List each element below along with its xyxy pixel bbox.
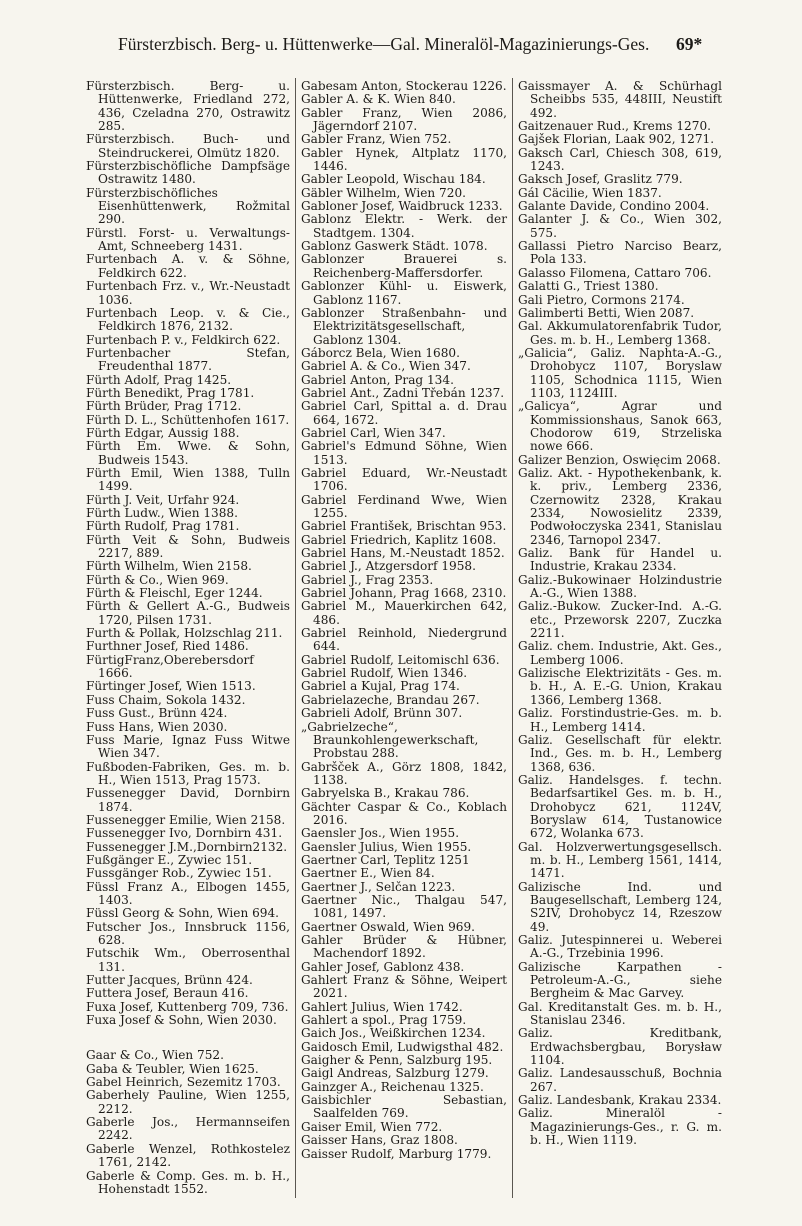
directory-entry: Fuss Hans, Wien 2030.: [86, 719, 228, 734]
directory-entry: Futscher Jos., Innsbruck 1156, 628.: [86, 919, 290, 947]
directory-entry: Gabrielazeche, Brandau 267.: [301, 692, 480, 707]
directory-entry: Gabel Heinrich, Sezemitz 1703.: [86, 1075, 281, 1090]
directory-entry: Gaertner E., Wien 84.: [301, 866, 435, 881]
directory-entry: Furth & Pollak, Holzschlag 211.: [86, 626, 283, 641]
directory-entry: Fürth Edgar, Aussig 188.: [86, 425, 240, 440]
directory-entry: Gahlert Julius, Wien 1742.: [301, 999, 463, 1014]
directory-entry: Gäbler Wilhelm, Wien 720.: [301, 185, 466, 200]
directory-entry: Gaberle & Comp. Ges. m. b. H., Hohenstadt 1552.: [86, 1168, 290, 1196]
directory-entry: Galiz. Jutespinnerei u. Weberei A.-G., Trzebinia 1996.: [518, 933, 722, 961]
directory-entry: Füssl Georg & Sohn, Wien 694.: [86, 906, 280, 921]
directory-entry: Fürsterzbisch. Berg- u. Hüttenwerke, Friedland 272, 436, Czeladna 270, Ostrawitz 285.: [86, 79, 290, 134]
directory-entry: Fürth & Co., Wien 969.: [86, 572, 229, 587]
directory-entry: Fürsterzbischöfliche Dampfsäge Ostrawitz 1480.: [86, 159, 290, 187]
directory-entry: Gaksch Carl, Chiesch 308, 619, 1243.: [518, 145, 722, 174]
directory-entry: Gal. Akkumulatorenfabrik Tudor, Ges. m. b. H., Lemberg 1368.: [518, 319, 722, 347]
directory-entry: Gabriel Reinhold, Niedergrund 644.: [301, 626, 507, 654]
directory-entry: Fürth D. L., Schüttenhofen 1617.: [86, 412, 290, 427]
directory-entry: Gaisbichler Sebastian, Saalfelden 769.: [301, 1093, 507, 1121]
directory-entry: Galimberti Betti, Wien 2087.: [518, 305, 695, 320]
directory-entry: Galiz. Landesausschuß, Bochnia 267.: [518, 1066, 722, 1094]
directory-entry: Galante Davide, Condino 2004.: [518, 199, 710, 214]
directory-entry: Fuss Gust., Brünn 424.: [86, 706, 228, 721]
directory-entry: Gaertner Oswald, Wien 969.: [301, 919, 476, 934]
directory-entry: Gaertner Carl, Teplitz 1251: [301, 852, 470, 867]
directory-entry: Gaisser Hans, Graz 1808.: [301, 1133, 458, 1148]
directory-entry: Gablonzer Straßenbahn- und Elektrizitätsgesellschaft, Gablonz 1304.: [301, 305, 507, 347]
directory-entry: FürtigFranz,Oberebersdorf 1666.: [86, 652, 254, 681]
directory-entry: Fürth Adolf, Prag 1425.: [86, 372, 232, 387]
directory-entry: Gaensler Julius, Wien 1955.: [301, 839, 472, 854]
directory-column-3: [518, 80, 722, 1186]
directory-entry: Galiz. Kreditbank, Erdwachsbergbau, Borysław 1104.: [518, 1026, 722, 1068]
directory-entry: Furthner Josef, Ried 1486.: [86, 639, 249, 654]
directory-entry: Gablonz Elektr. - Werk. der Stadtgem. 1304.: [301, 212, 507, 240]
directory-entry: Gabriel Friedrich, Kaplitz 1608.: [301, 532, 497, 547]
directory-entry: Fürth Rudolf, Prag 1781.: [86, 519, 240, 534]
directory-entry: Futter Jacques, Brünn 424.: [86, 973, 253, 988]
directory-entry: Fuss Chaim, Sokola 1432.: [86, 692, 246, 707]
directory-entry: Furtenbach Leop. v. & Cie., Feldkirch 1876, 2132.: [86, 305, 290, 334]
directory-entry: Gabriel Ferdinand Wwe, Wien 1255.: [301, 492, 507, 520]
directory-entry: Gaigher & Penn, Salzburg 195.: [301, 1053, 493, 1068]
directory-entry: Fuss Marie, Ignaz Fuss Witwe Wien 347.: [86, 732, 290, 761]
directory-entry: Fürth & Fleischl, Eger 1244.: [86, 586, 263, 601]
directory-entry: Fürtinger Josef, Wien 1513.: [86, 679, 256, 694]
directory-entry: Gabesam Anton, Stockerau 1226.: [301, 79, 507, 93]
directory-entry: Fürsterzbisch. Buch- und Steindruckerei, Olmütz 1820.: [86, 132, 290, 160]
directory-entry: Gaigl Andreas, Salzburg 1279.: [301, 1066, 489, 1081]
directory-entry: Gaberhely Pauline, Wien 1255, 2212.: [86, 1088, 290, 1116]
directory-entry: Galanter J. & Co., Wien 302, 575.: [518, 212, 722, 240]
directory-entry: Gabler Franz, Wien 752.: [301, 132, 452, 147]
directory-entry: Gal. Kreditanstalt Ges. m. b. H., Stanislau 2346.: [518, 999, 722, 1028]
directory-entry: Gaiser Emil, Wien 772.: [301, 1119, 443, 1134]
directory-entry: Gaertner J., Selčan 1223.: [301, 879, 456, 894]
directory-entry: Gaitzenauer Rud., Krems 1270.: [518, 119, 711, 134]
directory-entry: Gabriel J., Atzgersdorf 1958.: [301, 559, 476, 574]
page-number: 69*: [676, 34, 703, 54]
directory-entry: Gaberle Wenzel, Rothkostelez 1761, 2142.: [86, 1141, 290, 1170]
column-divider: [295, 78, 296, 1198]
directory-entry: Gaensler Jos., Wien 1955.: [301, 826, 460, 841]
directory-entry: Fürth Ludw., Wien 1388.: [86, 506, 238, 520]
directory-entry: Futtera Josef, Beraun 416.: [86, 986, 249, 1001]
directory-entry: Fürth Emil, Wien 1388, Tulln 1499.: [86, 465, 290, 494]
directory-entry: Gabler Franz, Wien 2086, Jägerndorf 2107.: [301, 105, 507, 134]
directory-entry: Gabriel Hans, M.-Neustadt 1852.: [301, 546, 505, 561]
directory-entry: Gaich Jos., Weißkirchen 1234.: [301, 1026, 486, 1041]
directory-entry: Gaberle Jos., Hermannseifen 2242.: [86, 1115, 290, 1143]
directory-entry: Galiz. Forstindustrie-Ges. m. b. H., Lemberg 1414.: [518, 706, 722, 734]
directory-entry: Fürth J. Veit, Urfahr 924.: [86, 492, 240, 507]
directory-entry: Fussenegger Emilie, Wien 2158.: [86, 812, 286, 827]
directory-entry: Futschik Wm., Oberrosenthal 131.: [86, 946, 290, 974]
directory-entry: Fürth Wilhelm, Wien 2158.: [86, 559, 252, 574]
directory-entry: Gablonzer Kühl- u. Eiswerk, Gablonz 1167.: [301, 279, 507, 307]
directory-entry: Gabriel's Edmund Söhne, Wien 1513.: [301, 439, 507, 467]
running-header: [0, 34, 802, 60]
directory-entry: Furtenbach A. v. & Söhne, Feldkirch 622.: [86, 252, 290, 280]
page-header-title: Fürsterzbisch. Berg- u. Hüttenwerke—Gal. Mineralöl-Magazinierungs-Ges.: [118, 34, 650, 54]
directory-entry: Galizische Karpathen - Petroleum-A.-G., siehe Bergheim & Mac Garvey.: [518, 959, 722, 1001]
directory-entry: Gabriel Carl, Wien 347.: [301, 425, 446, 440]
directory-entry: Gaidosch Emil, Ludwigsthal 482.: [301, 1039, 504, 1054]
directory-entry: Fürstl. Forst- u. Verwaltungs-Amt, Schneeberg 1431.: [86, 225, 290, 254]
directory-entry: Gaissmayer A. & Schürhagl Scheibbs 535, 448III, Neustift 492.: [518, 79, 722, 120]
column-divider: [512, 78, 513, 1198]
directory-entry: Gabriel A. & Co., Wien 347.: [301, 359, 471, 374]
directory-entry: Furtenbacher Stefan, Freudenthal 1877.: [86, 345, 290, 374]
directory-entry: Gál Cäcilie, Wien 1837.: [518, 185, 662, 200]
directory-entry: Galizer Benzion, Oswięcim 2068.: [518, 452, 721, 467]
directory-entry: „Galicia“, Galiz. Naphta-A.-G., Drohobycz 1107, Boryslaw 1105, Schodnica 1115, Wien 1103, 1124III.: [518, 345, 722, 400]
directory-entry: Fußgänger E., Zywiec 151.: [86, 852, 253, 867]
directory-entry: Galiz. Mineralöl - Magazinierungs-Ges., r. G. m. b. H., Wien 1119.: [518, 1106, 722, 1148]
directory-entry: Gahler Brüder & Hübner, Machendorf 1892.: [301, 933, 507, 961]
directory-entry: Gahler Josef, Gablonz 438.: [301, 959, 465, 974]
directory-entry: Gali Pietro, Cormons 2174.: [518, 292, 685, 307]
directory-entry: Gajšek Florian, Laak 902, 1271.: [518, 132, 715, 147]
directory-entry: „Galicya“, Agrar und Kommissionshaus, Sanok 663, Chodorow 619, Strzeliska nowe 666.: [518, 399, 722, 454]
directory-entry: Gallassi Pietro Narciso Bearz, Pola 133.: [518, 239, 722, 267]
directory-entry: Gabriel Ant., Zadni Třebán 1237.: [301, 385, 505, 400]
directory-entry: Fürsterzbischöfliches Eisenhüttenwerk, Rožmital 290.: [86, 185, 290, 227]
directory-entry: Fuxa Josef, Kuttenberg 709, 736.: [86, 999, 289, 1014]
directory-entry: Gabriel Eduard, Wr.-Neustadt 1706.: [301, 465, 507, 494]
directory-entry: „Gabrielzeche“, Braunkohlengewerkschaft, Probstau 288.: [301, 719, 479, 761]
directory-entry: Fürth Benedikt, Prag 1781.: [86, 385, 255, 400]
directory-entry: Gahlert Franz & Söhne, Weipert 2021.: [301, 973, 507, 1001]
directory-entry: Gabriel Anton, Prag 134.: [301, 372, 454, 387]
directory-entry: Galiz. Bank für Handel u. Industrie, Krakau 2334.: [518, 546, 722, 574]
directory-entry: Gainzger A., Reichenau 1325.: [301, 1079, 484, 1094]
directory-entry: Gaba & Teubler, Wien 1625.: [86, 1061, 259, 1076]
directory-entry: Gabler A. & K. Wien 840.: [301, 92, 456, 107]
directory-entry: Gabriel a Kujal, Prag 174.: [301, 679, 460, 694]
directory-entry: Gabriel Rudolf, Leitomischl 636.: [301, 652, 500, 667]
directory-entry: Fuxa Josef & Sohn, Wien 2030.: [86, 1013, 277, 1028]
directory-entry: Gabriel František, Brischtan 953.: [301, 519, 507, 534]
directory-entry: Galiz. Gesellschaft für elektr. Ind., Ges. m. b. H., Lemberg 1368, 636.: [518, 732, 722, 774]
directory-entry: Gabriel Johann, Prag 1668, 2310.: [301, 586, 507, 601]
directory-entry: Fussgänger Rob., Zywiec 151.: [86, 866, 272, 881]
directory-entry: Gal. Holzverwertungsgesellsch. m. b. H., Lemberg 1561, 1414, 1471.: [518, 839, 722, 881]
directory-column-1: [86, 79, 290, 1196]
directory-entry: Gabršček A., Görz 1808, 1842, 1138.: [301, 759, 507, 787]
directory-entry: Furtenbach Frz. v., Wr.-Neustadt 1036.: [86, 279, 290, 307]
directory-entry: Galatti G., Triest 1380.: [518, 279, 659, 294]
directory-entry: Gablonzer Brauerei s. Reichenberg-Maffersdorfer.: [301, 252, 507, 280]
directory-entry: Fußboden-Fabriken, Ges. m. b. H., Wien 1513, Prag 1573.: [86, 759, 290, 787]
directory-entry: Fürth Em. Wwe. & Sohn, Budweis 1543.: [86, 439, 290, 467]
directory-entry: Galiz. Landesbank, Krakau 2334.: [518, 1093, 722, 1108]
directory-entry: Fussenegger J.M.,Dornbirn2132.: [86, 839, 288, 854]
directory-entry: Galiz.-Bukowinaer Holzindustrie A.-G., Wien 1388.: [518, 572, 722, 601]
directory-entry: Furtenbach P. v., Feldkirch 622.: [86, 332, 281, 347]
directory-entry: Fussenegger Ivo, Dornbirn 431.: [86, 826, 283, 841]
directory-entry: Gabler Hynek, Altplatz 1170, 1446.: [301, 145, 507, 174]
directory-entry: Gaisser Rudolf, Marburg 1779.: [301, 1146, 492, 1161]
directory-entry: Gabriel Carl, Spittal a. d. Drau 664, 1672.: [301, 399, 507, 427]
directory-entry: Gahlert a spol., Prag 1759.: [301, 1013, 467, 1028]
directory-entry: Fürth & Gellert A.-G., Budweis 1720, Pilsen 1731.: [86, 599, 290, 627]
directory-entry: Gabler Leopold, Wischau 184.: [301, 172, 486, 187]
directory-entry: Gabrieli Adolf, Brünn 307.: [301, 706, 463, 721]
directory-entry: Galiz.-Bukow. Zucker-Ind. A.-G. etc., Przeworsk 2207, Zuczka 2211.: [518, 599, 722, 641]
directory-entry: Fussenegger David, Dornbirn 1874.: [86, 786, 290, 814]
directory-entry: Gabryelska B., Krakau 786.: [301, 786, 470, 801]
directory-entry: Galiz. Akt. - Hypothekenbank, k. k. priv., Lemberg 2336, Czernowitz 2328, Krakau 2334, Nowosielitz 2339, Podwołoczyska 2341, Stanislau 2346, Tarnopol 2347.: [518, 465, 722, 547]
directory-entry: Gabriel M., Mauerkirchen 642, 486.: [301, 599, 507, 627]
directory-entry: Gaertner Nic., Thalgau 547, 1081, 1497.: [301, 892, 507, 921]
section-gap: [86, 1027, 290, 1049]
directory-entry: Fürth Veit & Sohn, Budweis 2217, 889.: [86, 532, 290, 561]
directory-entry: Galizische Elektrizitäts - Ges. m. b. H., A. E.-G. Union, Krakau 1366, Lemberg 1368.: [518, 666, 722, 707]
directory-entry: Gáborcz Bela, Wien 1680.: [301, 345, 460, 360]
directory-entry: Fürth Brüder, Prag 1712.: [86, 399, 242, 414]
directory-entry: Füssl Franz A., Elbogen 1455, 1403.: [86, 879, 290, 907]
directory-column-2: [301, 80, 507, 1186]
directory-entry: Gablonz Gaswerk Städt. 1078.: [301, 239, 488, 254]
directory-entry: Gabriel J., Frag 2353.: [301, 572, 434, 587]
directory-entry: Galizische Ind. und Baugesellschaft, Lemberg 124, S2IV, Drohobycz 14, Rzeszow 49.: [518, 879, 722, 934]
directory-entry: Galasso Filomena, Cattaro 706.: [518, 265, 712, 280]
directory-entry: Gächter Caspar & Co., Koblach 2016.: [301, 799, 507, 827]
directory-entry: Gaksch Josef, Graslitz 779.: [518, 172, 683, 187]
directory-entry: Galiz. chem. Industrie, Akt. Ges., Lemberg 1006.: [518, 639, 722, 667]
directory-entry: Gaar & Co., Wien 752.: [86, 1048, 224, 1063]
directory-entry: Gabriel Rudolf, Wien 1346.: [301, 666, 468, 681]
directory-entry: Gabloner Josef, Waidbruck 1233.: [301, 199, 503, 214]
directory-entry: Galiz. Handelsges. f. techn. Bedarfsartikel Ges. m. b. H., Drohobycz 621, 1124V, Boryslaw 614, Tustanowice 672, Wolanka 673.: [518, 772, 722, 841]
